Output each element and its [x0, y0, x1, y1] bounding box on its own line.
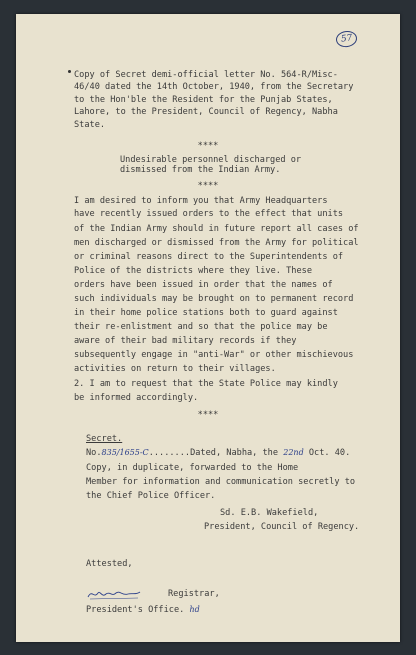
copy-line-3: the Chief Police Officer.	[86, 491, 216, 501]
header-line-1: Copy of Secret demi-official letter No. 564-R/Misc-	[74, 70, 338, 80]
secret-label: Secret.	[86, 434, 123, 444]
separator-2: ****	[197, 181, 219, 191]
office-label	[86, 604, 200, 616]
dated-text: ........Dated, Nabha, the	[148, 448, 279, 458]
endorsement-number-line	[86, 447, 350, 459]
body-line-7: orders have been issued in order that the names of	[74, 280, 333, 290]
subject-line-1: Undesirable personnel discharged or	[120, 155, 302, 165]
office-text: President's Office.	[86, 605, 185, 615]
folio-number: 57	[335, 30, 358, 49]
body-line-10: their re-enlistment and so that the police may be	[74, 322, 328, 332]
body-line-2: have recently issued orders to the effect that units	[74, 209, 344, 219]
body-line-4: men discharged or dismissed from the Army for political	[74, 238, 359, 248]
number-prefix: No.	[86, 448, 102, 458]
subject-line-2: dismissed from the Indian Army.	[120, 165, 281, 175]
body-line-11: aware of their bad military records if they	[74, 336, 297, 346]
date-suffix: Oct. 40.	[308, 448, 351, 458]
body-line-1: I am desired to inform you that Army Headquarters	[74, 196, 328, 206]
signatory-title: President, Council of Regency.	[204, 522, 360, 532]
attested-label: Attested,	[86, 559, 133, 569]
document-page	[16, 14, 400, 642]
registrar-label: Registrar,	[168, 589, 220, 599]
body-line-8: such individuals may be brought on to permanent record	[74, 294, 354, 304]
body-line-14: 2. I am to request that the State Police may kindly	[74, 379, 338, 389]
body-line-12: subsequently engage in "anti-War" or other mischievous	[74, 350, 354, 360]
handwritten-number: 835/1655-C	[101, 448, 149, 457]
copy-line-2: Member for information and communication secretly to	[86, 477, 356, 487]
header-line-4: Lahore, to the President, Council of Regency, Nabha	[74, 107, 338, 117]
header-line-3: to the Hon'ble the Resident for the Punjab States,	[74, 95, 333, 105]
body-line-5: or criminal reasons direct to the Superintendents of	[74, 252, 344, 262]
signature-icon	[86, 587, 142, 601]
body-line-6: Police of the districts where they live. These	[74, 266, 312, 276]
copy-line-1: Copy, in duplicate, forwarded to the Home	[86, 463, 299, 473]
handwritten-date: 22nd	[283, 448, 304, 457]
margin-mark	[68, 70, 71, 73]
body-line-3: of the Indian Army should in future report all cases of	[74, 224, 359, 234]
header-line-5: State.	[74, 120, 106, 130]
signatory-name: Sd. E.B. Wakefield,	[220, 508, 319, 518]
separator-3: ****	[197, 410, 219, 420]
body-line-9: in their home police stations both to guard against	[74, 308, 338, 318]
header-line-2: 46/40 dated the 14th October, 1940, from the Secretary	[74, 82, 354, 92]
separator-1: ****	[197, 141, 219, 151]
body-line-13: activities on return to their villages.	[74, 364, 276, 374]
handwritten-initials: hd	[189, 605, 200, 614]
body-line-15: be informed accordingly.	[74, 393, 199, 403]
